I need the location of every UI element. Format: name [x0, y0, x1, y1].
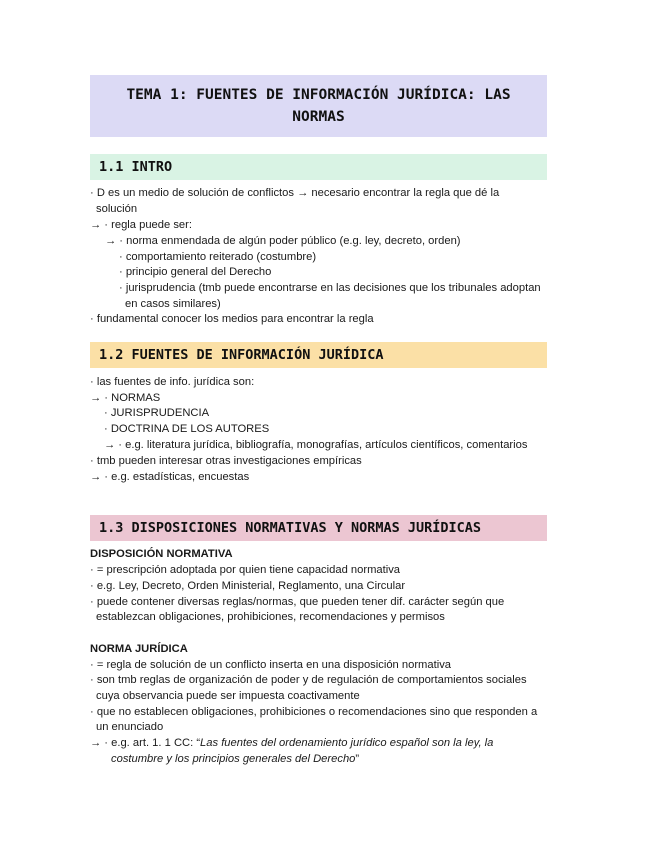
norma-title: NORMA JURÍDICA: [90, 643, 188, 655]
intro-line: en casos similares): [125, 298, 221, 310]
fuentes-line: · DOCTRINA DE LOS AUTORES: [104, 423, 270, 435]
section-heading-fuentes: 1.2 FUENTES DE INFORMACIÓN JURÍDICA: [90, 342, 547, 368]
title-line-2: NORMAS: [292, 109, 345, 125]
example-prefix: → · e.g. art. 1. 1 CC: “: [90, 737, 201, 749]
fuentes-line: → · e.g. literatura jurídica, bibliografía, monografías, artículos científicos, comentarios: [104, 439, 528, 451]
disposicion-line: · e.g. Ley, Decreto, Orden Ministerial, Reglamento, una Circular: [90, 580, 406, 592]
norma-line: · son tmb reglas de organización de poder y de regulación de comportamientos sociales: [90, 674, 527, 686]
intro-line: · principio general del Derecho: [119, 266, 272, 278]
example-line-1: [90, 736, 493, 751]
example-line-2: [111, 752, 359, 767]
fuentes-line: → · e.g. estadísticas, encuestas: [90, 471, 250, 483]
fuentes-line: → · NORMAS: [90, 392, 161, 404]
fuentes-line: · las fuentes de info. jurídica son:: [90, 376, 255, 388]
disposicion-line: establezcan obligaciones, prohibiciones, recomendaciones y permisos: [96, 611, 445, 623]
norma-line: un enunciado: [96, 721, 164, 733]
intro-line: → · norma enmendada de algún poder público (e.g. ley, decreto, orden): [105, 235, 461, 247]
fuentes-line: · JURISPRUDENCIA: [104, 407, 210, 419]
norma-line: · que no establecen obligaciones, prohibiciones o recomendaciones sino que responden a: [90, 706, 538, 718]
fuentes-line: · tmb pueden interesar otras investigaciones empíricas: [90, 455, 362, 467]
title-line-1: TEMA 1: FUENTES DE INFORMACIÓN JURÍDICA: LAS: [126, 87, 511, 103]
example-quote-part-2: costumbre y los principios generales del Derecho: [111, 753, 356, 765]
disposicion-line: · = prescripción adoptada por quien tiene capacidad normativa: [90, 564, 401, 576]
section-heading-disposiciones: 1.3 DISPOSICIONES NORMATIVAS Y NORMAS JURÍDICAS: [90, 515, 547, 541]
example-suffix: ”: [355, 753, 360, 765]
norma-line: · = regla de solución de un conflicto inserta en una disposición normativa: [90, 659, 452, 671]
intro-line: · comportamiento reiterado (costumbre): [119, 251, 317, 263]
intro-line: → · regla puede ser:: [90, 219, 192, 231]
disposicion-title: DISPOSICIÓN NORMATIVA: [90, 548, 233, 560]
intro-line: solución: [96, 203, 138, 215]
document-title: [90, 75, 547, 137]
norma-line: cuya observancia puede ser impuesta coactivamente: [96, 690, 360, 702]
intro-line: · fundamental conocer los medios para encontrar la regla: [90, 313, 374, 325]
example-quote-part-1: Las fuentes del ordenamiento jurídico español son la ley, la: [200, 737, 494, 749]
section-heading-intro: 1.1 INTRO: [90, 154, 547, 180]
intro-line: · jurisprudencia (tmb puede encontrarse en las decisiones que los tribunales adoptan: [119, 282, 541, 294]
disposicion-line: · puede contener diversas reglas/normas, que pueden tener dif. carácter según que: [90, 596, 505, 608]
intro-line: · D es un medio de solución de conflictos → necesario encontrar la regla que dé la: [90, 187, 500, 199]
